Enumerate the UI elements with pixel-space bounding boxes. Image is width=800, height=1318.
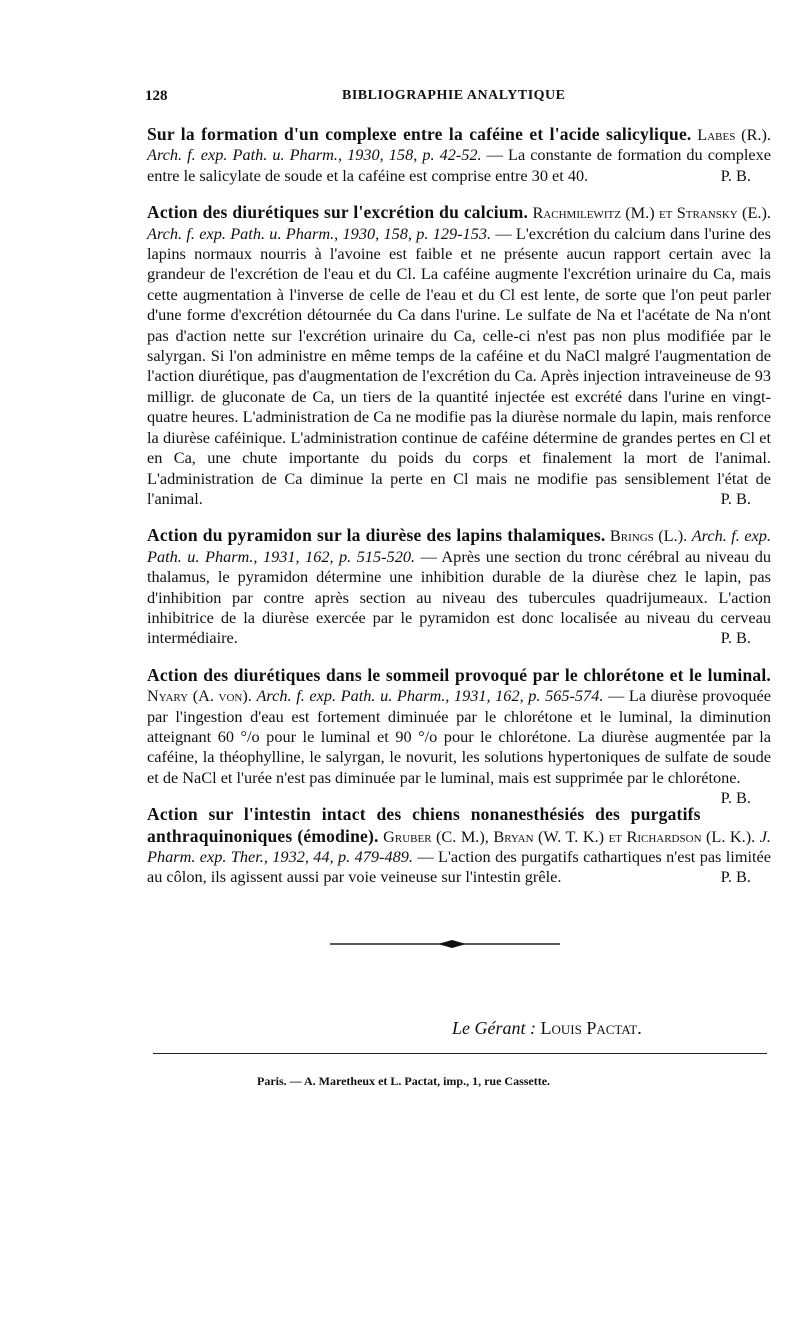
entry-abstract: — La diurèse provoquée par l'ingestion d'eau est fortement diminuée par le chlorétone et le luminal, la diminution atteignant 60 °/o pour le luminal et 90 °/o pour le chlorétone. La diurèse augmentée par la caféine, la théophylline, le salyrgan, le novurit, les solutions hypertoniques de sulfate de soude et de NaCl et l'urée n'est pas diminuée par le luminal, mais est supprimée par le chlorétone.: [147, 686, 771, 787]
entry-citation: Arch. f. exp. Path. u. Pharm., 1931, 162, p. 515-520.: [147, 526, 772, 566]
entry-citation: Arch. f. exp. Path. u. Pharm., 1930, 158, p. 42-52.: [147, 145, 482, 165]
entry-title: Action sur l'intestin intact des chiens nonanesthésiés des purgatifs anthraquinoniques (émodine).: [147, 804, 701, 846]
entry-citation: Arch. f. exp. Path. u. Pharm., 1930, 158, p. 129-153.: [147, 223, 492, 243]
bibliography-entry: [147, 804, 771, 888]
gerant-signature: [452, 1018, 642, 1039]
entry-abstract: — Après une section du tronc cérébral au niveau du thalamus, le pyramidon détermine une inhibition durable de la diurèse chez le lapin, pas d'inhibition par contre après section au niveau des tubercules quadrijumeaux. L'action inhibitrice de la diurèse exercée par le pyramidon est donc localisée au niveau du cerveau intermédiaire.: [147, 546, 771, 648]
entry-author: Gruber (C. M.), Bryan (W. T. K.) et Richardson (L. K.).: [383, 826, 756, 846]
entry-abstract: — La constante de formation du complexe entre le salicylate de soude et la caféine est comprise entre 30 et 40.: [147, 145, 771, 185]
bibliography-entry: [147, 525, 771, 648]
entry-initials: P. B.: [720, 165, 751, 185]
entry-abstract: — L'excrétion du calcium dans l'urine des lapins normaux nourris à l'avoine est faible et ne présente aucun rapport certain avec la grandeur de l'excrétion de l'eau et du Cl. La caféine augmente l'excrétion urinaire du Ca, mais cette augmentation à l'inverse de celle de l'eau et du Cl est lente, de sorte que l'on peut parler d'une forme d'excrétion détournée du Ca dans l'urine. Le sulfate de Na et l'acétate de Na n'ont pas d'action nette sur l'excrétion urinaire du Ca, celle-ci n'est pas non plus modifiée par le salyrgan. Si l'on administre en même temps de la caféine et du NaCl malgré l'augmentation de l'action diurétique, pas d'augmentation de l'excrétion du Ca. Après injection intraveineuse de 93 milligr. de gluconate de Ca, un tiers de la quantité injectée est excrété dans l'urine en vingt-quatre heures. L'administration de Ca ne modifie pas la diurèse normale du lapin, mais renforce la diurèse caféinique. L'administration continue de caféine détermine de grandes pertes en Cl et en Ca, une chute importante du poids du corps et finalement la mort de l'animal. L'administration de Ca diminue la perte en Cl mais ne modifie pas sensiblement l'état de l'animal.: [147, 223, 771, 508]
entry-abstract: — L'action des purgatifs cathartiques n'est pas limitée au côlon, ils agissent aussi par voie veineuse sur l'intestin grêle.: [147, 847, 771, 887]
entry-author: Rachmilewitz (M.) et Stransky (E.).: [532, 203, 771, 223]
bibliography-entry: [147, 124, 771, 186]
gerant-label: Le Gérant :: [452, 1018, 536, 1038]
entry-citation: J. Pharm. exp. Ther., 1932, 44, p. 479-489.: [147, 826, 771, 866]
entry-title: Sur la formation d'un complexe entre la caféine et l'acide salicylique.: [147, 124, 692, 144]
running-title: BIBLIOGRAPHIE ANALYTIQUE: [342, 88, 566, 103]
entry-title: Action des diurétiques dans le sommeil provoqué par le chlorétone et le luminal.: [147, 664, 771, 685]
entry-author: Brings (L.).: [609, 526, 688, 546]
entry-initials: P. B.: [720, 788, 751, 808]
entry-author: Nyary (A. von).: [147, 686, 252, 706]
gerant-name: Louis Pactat.: [540, 1018, 642, 1038]
ornament-divider-icon: [330, 938, 560, 950]
imprint-line: Paris. — A. Maretheux et L. Pactat, imp., 1, rue Cassette.: [257, 1074, 551, 1088]
page-number: 128: [145, 88, 168, 104]
entry-initials: P. B.: [720, 488, 751, 508]
entry-title: Action des diurétiques sur l'excrétion du calcium.: [147, 202, 529, 223]
entry-citation: Arch. f. exp. Path. u. Pharm., 1931, 162, p. 565-574.: [256, 686, 604, 706]
entry-initials: P. B.: [720, 628, 751, 648]
document-page: [147, 88, 771, 904]
bibliography-entry: [147, 664, 771, 808]
entry-title: Action du pyramidon sur la diurèse des lapins thalamiques.: [147, 525, 606, 546]
bibliography-entry: [147, 202, 771, 509]
running-head: [147, 88, 771, 114]
footer-rule: [153, 1053, 767, 1054]
entry-author: Labes (R.).: [697, 125, 771, 144]
entry-initials: P. B.: [720, 867, 751, 887]
